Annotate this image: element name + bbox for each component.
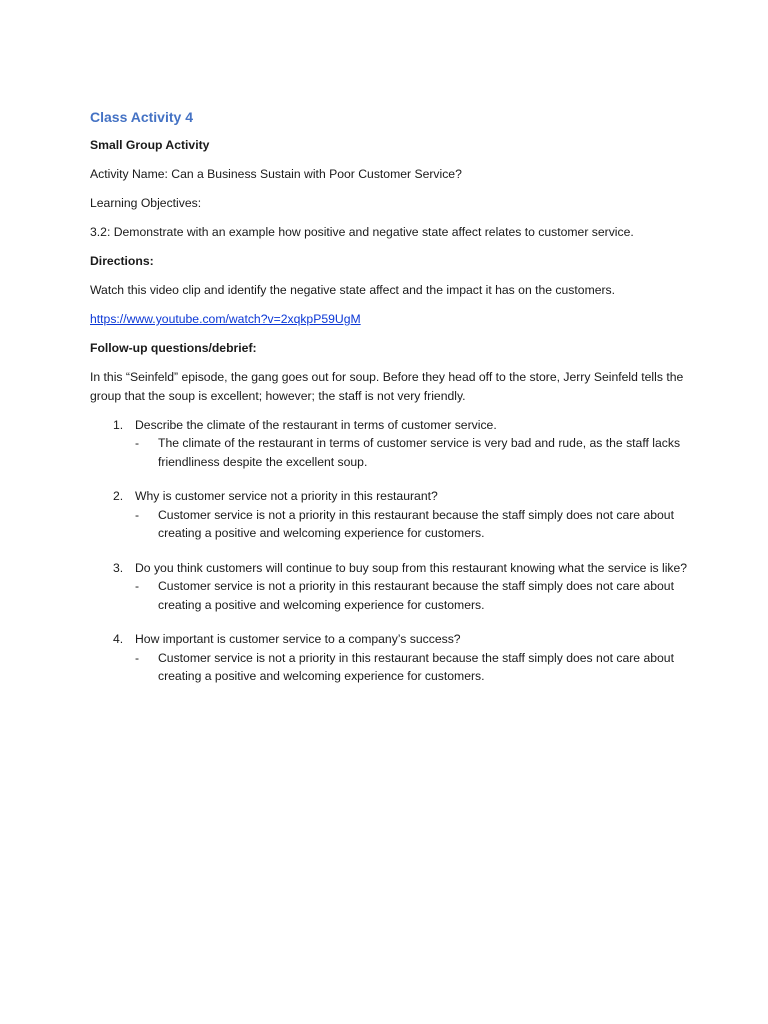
question-text: Why is customer service not a priority in this restaurant? [135, 489, 438, 503]
answer-item [135, 506, 690, 543]
question-list [90, 416, 690, 686]
question-text: How important is customer service to a company’s success? [135, 632, 461, 646]
directions-text: Watch this video clip and identify the negative state affect and the impact it has on the customers. [90, 283, 616, 297]
answer-item [135, 577, 690, 614]
directions-label: Directions: [90, 254, 154, 268]
question-text: Do you think customers will continue to buy soup from this restaurant knowing what the service is like? [135, 560, 688, 575]
answer-item [135, 649, 690, 686]
answer-text: Customer service is not a priority in this restaurant because the staff simply does not care about creating a positive and welcoming experience for customers. [158, 579, 674, 612]
learning-objectives-label: Learning Objectives: [90, 196, 202, 210]
document-page [90, 108, 690, 702]
intro-paragraph: In this “Seinfeld” episode, the gang goes out for soup. Before they head off to the store, Jerry Seinfeld tells the group that the soup is excellent; however; the staff is not very friendly. [90, 370, 684, 403]
activity-name: Activity Name: Can a Business Sustain with Poor Customer Service? [90, 167, 462, 181]
dash-bullet: - [135, 579, 140, 593]
question-item [90, 487, 690, 543]
video-link[interactable]: https://www.youtube.com/watch?v=2xqkpP59UgM [90, 312, 361, 326]
question-number: 3. [113, 560, 124, 575]
answer-text: Customer service is not a priority in this restaurant because the staff simply does not care about creating a positive and welcoming experience for customers. [158, 650, 674, 683]
learning-objective: 3.2: Demonstrate with an example how positive and negative state affect relates to customer service. [90, 225, 634, 239]
answer-item [135, 434, 690, 471]
question-number: 2. [113, 489, 124, 503]
dash-bullet: - [135, 507, 140, 522]
question-item [90, 630, 690, 686]
question-number: 1. [113, 417, 124, 432]
dash-bullet: - [135, 436, 140, 450]
question-item [90, 416, 690, 472]
answer-text: The climate of the restaurant in terms of customer service is very bad and rude, as the staff lacks friendliness despite the excellent soup. [158, 436, 681, 469]
question-text: Describe the climate of the restaurant in terms of customer service. [135, 417, 497, 432]
subtitle: Small Group Activity [90, 138, 210, 152]
followup-label: Follow-up questions/debrief: [90, 341, 257, 355]
document-title: Class Activity 4 [90, 109, 193, 125]
answer-text: Customer service is not a priority in this restaurant because the staff simply does not care about creating a positive and welcoming experience for customers. [158, 507, 674, 540]
dash-bullet: - [135, 650, 140, 665]
question-number: 4. [113, 632, 124, 646]
question-item [90, 559, 690, 615]
